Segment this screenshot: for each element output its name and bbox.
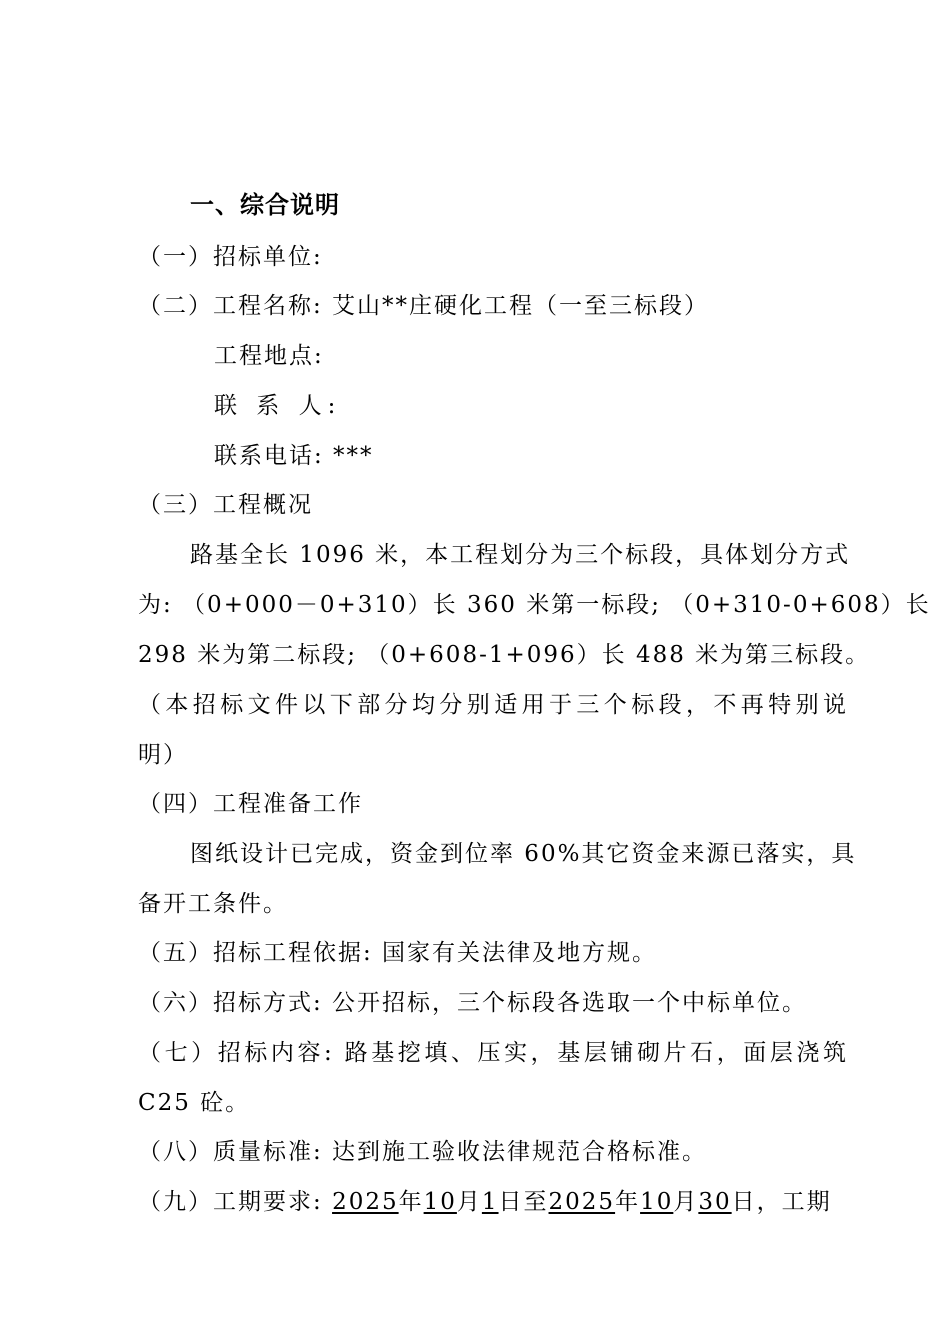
preparation-paragraph-line: 备开工条件。 bbox=[138, 891, 288, 917]
month-label: 月 bbox=[673, 1189, 699, 1215]
preparation-title: （四）工程准备工作 bbox=[138, 791, 363, 817]
schedule-suffix: 日，工期 bbox=[731, 1189, 832, 1215]
bid-content-line: C25 砼。 bbox=[138, 1090, 251, 1116]
end-day: 30 bbox=[698, 1189, 732, 1215]
bid-content-line: （七）招标内容: 路基挖填、压实，基层铺砌片石，面层浇筑 bbox=[138, 1040, 848, 1066]
start-year: 2025 bbox=[332, 1189, 399, 1215]
project-overview-title: （三）工程概况 bbox=[138, 492, 313, 518]
bid-basis-line: （五）招标工程依据: 国家有关法律及地方规。 bbox=[138, 940, 658, 966]
overview-paragraph-line: 路基全长 1096 米，本工程划分为三个标段，具体划分方式 bbox=[190, 542, 851, 568]
start-month: 10 bbox=[423, 1189, 457, 1215]
overview-paragraph-line: 明） bbox=[138, 742, 188, 768]
day-to-label: 日至 bbox=[498, 1189, 549, 1215]
bid-method-line: （六）招标方式: 公开招标，三个标段各选取一个中标单位。 bbox=[138, 990, 808, 1016]
contact-person-line: 联 系 人: bbox=[214, 393, 342, 419]
preparation-paragraph-line: 图纸设计已完成，资金到位率 60%其它资金来源已落实，具 bbox=[190, 841, 857, 867]
year-label: 年 bbox=[615, 1189, 641, 1215]
overview-paragraph-line: 298 米为第二标段; （0+608-1+096）长 488 米为第三标段。 bbox=[138, 642, 871, 668]
overview-paragraph-line: （本招标文件以下部分均分别适用于三个标段，不再特别说 bbox=[138, 692, 848, 718]
project-site-line: 工程地点: bbox=[214, 343, 324, 369]
month-label: 月 bbox=[456, 1189, 482, 1215]
year-label: 年 bbox=[398, 1189, 424, 1215]
schedule-line bbox=[138, 1187, 832, 1217]
quality-standard-line: （八）质量标准: 达到施工验收法律规范合格标准。 bbox=[138, 1139, 708, 1165]
bidder-unit-line: （一）招标单位: bbox=[138, 244, 323, 270]
overview-paragraph-line: 为: （0+000－0+310）长 360 米第一标段; （0+310-0+608）长 bbox=[138, 592, 931, 618]
start-day: 1 bbox=[481, 1189, 499, 1215]
contact-phone-line: 联系电话: *** bbox=[214, 443, 374, 469]
project-name-line: （二）工程名称: 艾山**庄硬化工程（一至三标段） bbox=[138, 293, 710, 319]
end-month: 10 bbox=[640, 1189, 674, 1215]
section-heading: 一、综合说明 bbox=[190, 191, 340, 219]
schedule-prefix: （九）工期要求: bbox=[138, 1189, 333, 1215]
end-year: 2025 bbox=[548, 1189, 616, 1215]
